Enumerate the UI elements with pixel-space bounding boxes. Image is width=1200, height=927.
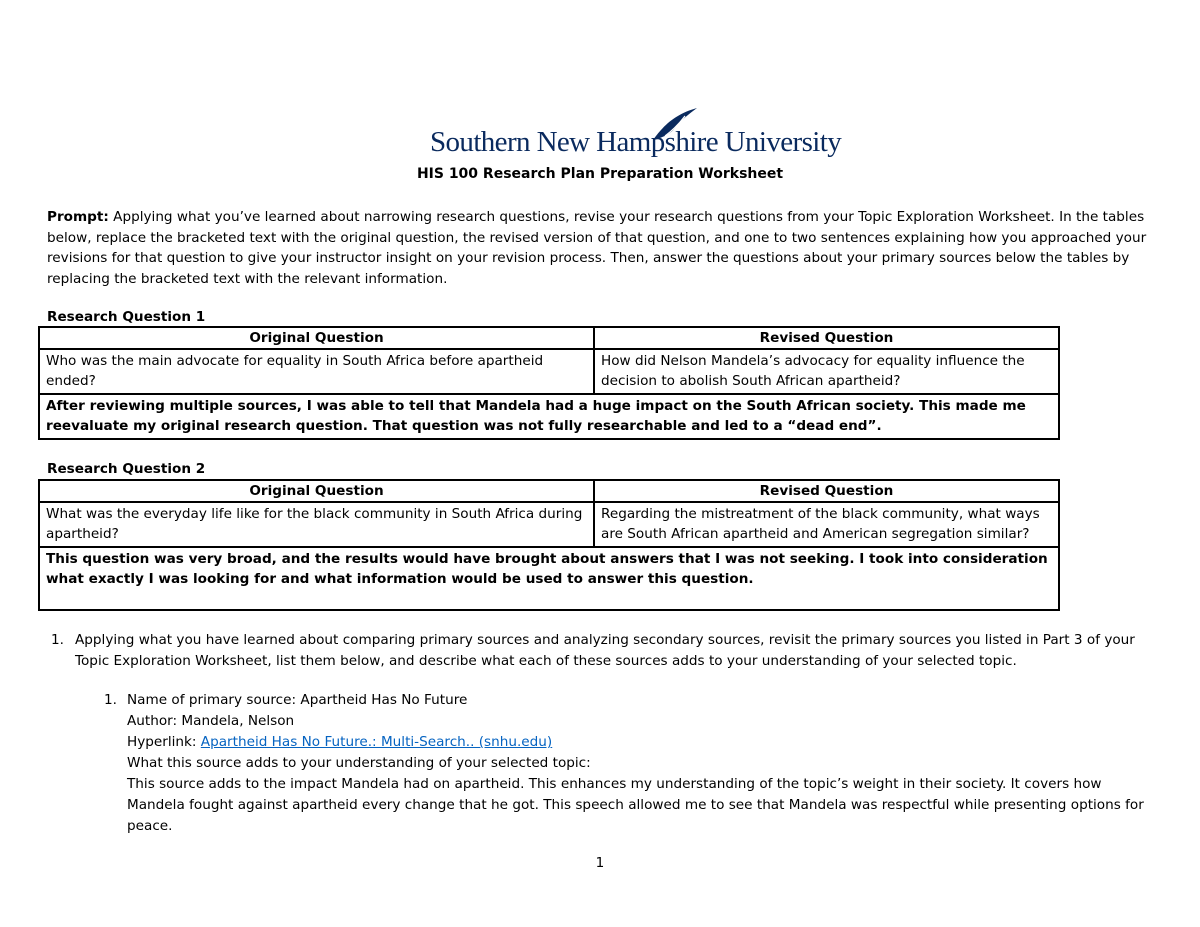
research-question-2-label: Research Question 2 <box>47 461 206 477</box>
revised-question-cell: Regarding the mistreatment of the black community, what ways are South African apartheid and American segregation similar? <box>594 502 1059 547</box>
source-number: 1. <box>104 692 117 708</box>
table-row <box>39 547 1059 610</box>
list-text: Applying what you have learned about comparing primary sources and analyzing secondary sources, revisit the primary sources you listed in Part 3 of your Topic Exploration Worksheet, list them below, and describe what each of these sources adds to your understanding of your selected topic. <box>75 632 1135 669</box>
table-row <box>39 349 1059 394</box>
research-question-1-label: Research Question 1 <box>47 309 206 325</box>
prompt-label: Prompt: <box>47 209 109 225</box>
revised-question-header: Revised Question <box>594 480 1059 502</box>
original-question-header: Original Question <box>39 480 594 502</box>
revised-question-header: Revised Question <box>594 327 1059 349</box>
original-question-cell: What was the everyday life like for the black community in South Africa during apartheid? <box>39 502 594 547</box>
list-item <box>51 630 1155 672</box>
source-list-item <box>104 690 1162 837</box>
source-adds-label: What this source adds to your understanding of your selected topic: <box>127 755 591 771</box>
table-row <box>39 394 1059 439</box>
source-name: Name of primary source: Apartheid Has No Future <box>127 692 468 708</box>
table-header-row <box>39 327 1059 349</box>
prompt-text: Applying what you’ve learned about narrowing research questions, revise your research questions from your Topic Exploration Worksheet. In the tables below, replace the bracketed text with the original question, the revised version of that question, and one to two sentences explaining how you approached your revisions for that question to give your instructor insight on your revision process. Then, answer the questions about your primary sources below the tables by replacing the bracketed text with the relevant information. <box>47 209 1147 287</box>
source-hyperlink-line <box>127 732 1162 753</box>
source-author: Author: Mandela, Nelson <box>127 713 295 729</box>
table-header-row <box>39 480 1059 502</box>
university-logo <box>430 106 842 162</box>
original-question-cell: Who was the main advocate for equality in South Africa before apartheid ended? <box>39 349 594 394</box>
page-number: 1 <box>595 855 605 871</box>
table-row <box>39 502 1059 547</box>
revised-question-cell: How did Nelson Mandela’s advocacy for equality influence the decision to abolish South African apartheid? <box>594 349 1059 394</box>
logo-text: Southern New Hampshire University <box>430 126 842 158</box>
original-question-header: Original Question <box>39 327 594 349</box>
source-adds-text: This source adds to the impact Mandela had on apartheid. This enhances my understanding of the topic’s weight in their society. It covers how Mandela fought against apartheid every change that he got. This speech allowed me to see that Mandela was respectful while presenting options for peace. <box>127 776 1144 834</box>
hyperlink-label: Hyperlink: <box>127 734 201 750</box>
page-title: HIS 100 Research Plan Preparation Worksheet <box>416 166 784 182</box>
research-question-2-table <box>38 479 1060 611</box>
prompt-paragraph <box>47 207 1147 289</box>
explanation-cell: This question was very broad, and the results would have brought about answers that I was not seeking. I took into consideration what exactly I was looking for and what information would be used to answer this question. <box>39 547 1059 610</box>
source-hyperlink[interactable]: Apartheid Has No Future.: Multi-Search.. (snhu.edu) <box>200 734 553 750</box>
explanation-cell: After reviewing multiple sources, I was able to tell that Mandela had a huge impact on the South African society. This made me reevaluate my original research question. That question was not fully researchable and led to a “dead end”. <box>39 394 1059 439</box>
list-number: 1. <box>51 632 64 648</box>
research-question-1-table <box>38 326 1060 440</box>
